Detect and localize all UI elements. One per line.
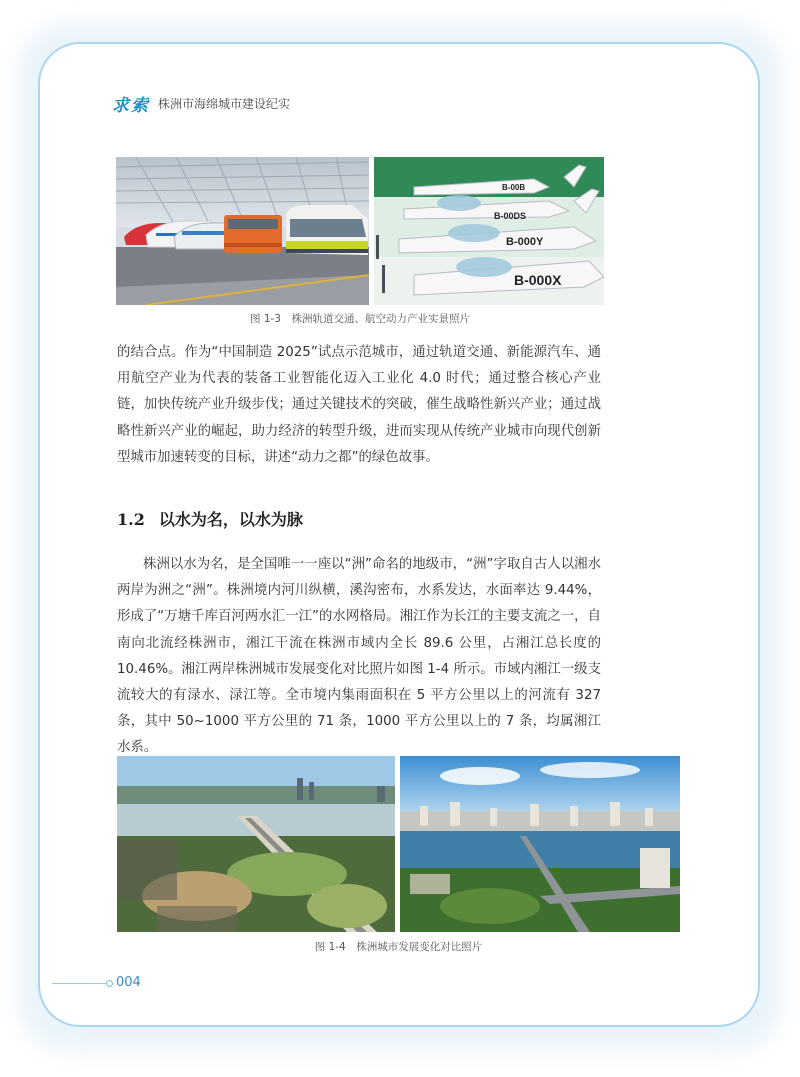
city-past-illustration	[117, 756, 395, 932]
plane-label-4: B-000X	[514, 272, 562, 288]
header-title: 株洲市海绵城市建设纪实	[158, 97, 291, 111]
plane-label-1: B-00B	[502, 183, 526, 192]
aviation-illustration	[374, 157, 604, 305]
aviation-photo	[374, 157, 604, 305]
city-present-photo	[400, 756, 680, 932]
section-number: 1.2	[117, 510, 145, 529]
figure-1-3-caption: 图 1-3 株洲轨道交通、航空动力产业实景照片	[250, 313, 470, 325]
rail-transit-photo	[116, 157, 369, 305]
city-past-photo	[117, 756, 395, 932]
running-header	[112, 91, 290, 116]
rail-transit-illustration	[116, 157, 369, 305]
city-present-illustration	[400, 756, 680, 932]
section-heading	[117, 507, 303, 530]
figure-1-4-caption: 图 1-4 株洲城市发展变化对比照片	[314, 941, 483, 953]
plane-label-3: B-000Y	[506, 236, 544, 248]
header-logo: 求索	[112, 96, 150, 116]
paragraph-1: 的结合点。作为“中国制造 2025”试点示范城市，通过轨道交通、新能源汽车、通用航空产业为代表的装备工业智能化迈入工业化 4.0 时代；通过整合核心产业链，加快传统产业升级步伐；通过关键技术的突破，催生战略性新兴产业；通过战略性新兴产业的崛起，助力经济的转型升级，进而实现从传统产业城市向现代创新型城市加速转变的目标，讲述“动力之都”的绿色故事。	[117, 345, 601, 465]
footer-dot	[106, 980, 113, 987]
paragraph-2: 株洲以水为名，是全国唯一一座以“洲”命名的地级市，“洲”字取自古人以湘水两岸为洲之“洲”。株洲境内河川纵横，溪沟密布，水系发达，水面率达 9.44%，形成了“万塘千库百河两水汇一江”的水网格局。湘江作为长江的主要支流之一，自南向北流经株洲市，湘江干流在株洲市域内全长 89.6 公里，占湘江总长度的 10.46%。湘江两岸株洲城市发展变化对比照片如图 1-4 所示。市域内湘江一级支流较大的有渌水、渌江等。全市境内集雨面积在 5 平方公里以上的河流有 327 条，其中 50~1000 平方公里的 71 条，1000 平方公里以上的 7 条，均属湘江水系。	[117, 557, 601, 756]
section-title: 以水为名，以水为脉	[158, 510, 303, 529]
plane-label-2: B-00DS	[494, 211, 527, 221]
footer-rule	[52, 983, 108, 984]
page-number: 004	[116, 975, 141, 990]
